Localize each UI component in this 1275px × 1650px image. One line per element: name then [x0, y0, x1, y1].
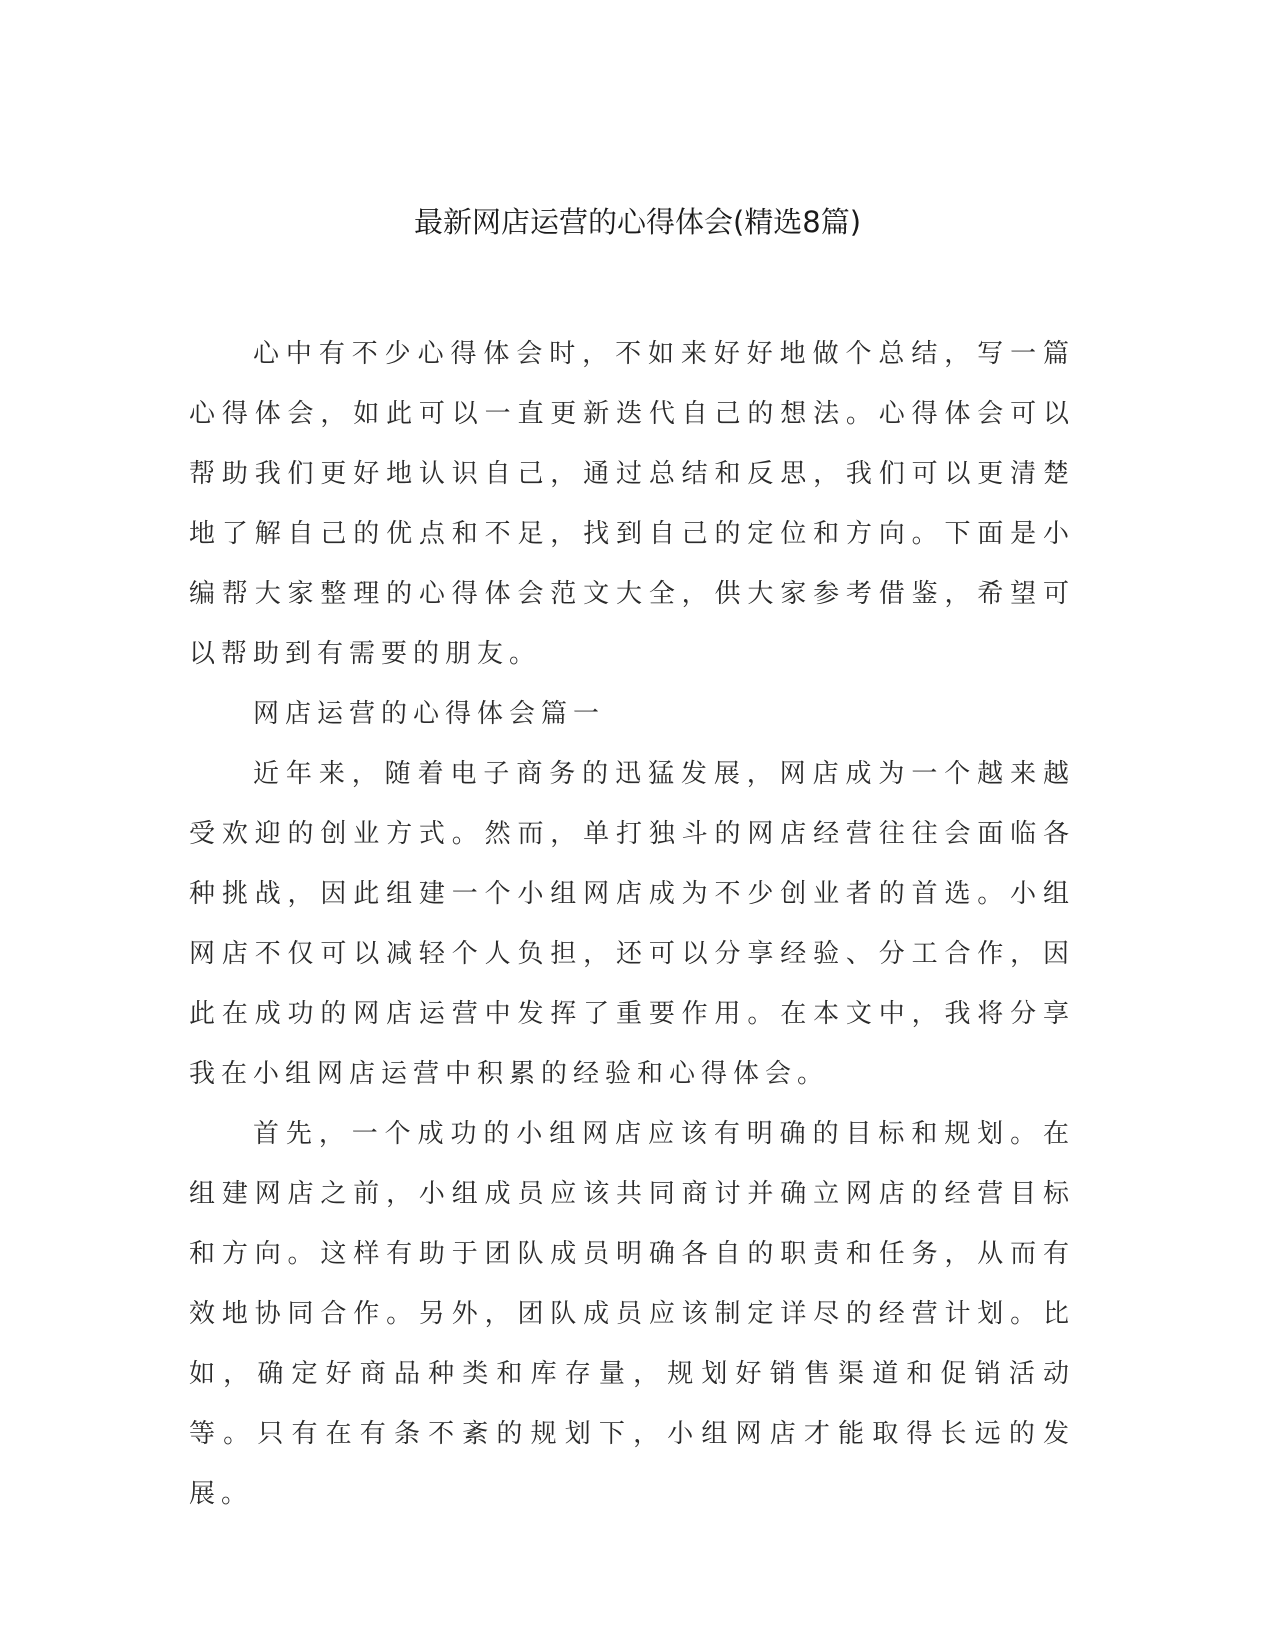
section-heading: 网店运营的心得体会篇一	[253, 699, 606, 729]
document-title: 最新网店运营的心得体会(精选8篇)	[413, 205, 862, 239]
body-paragraph: 近年来，随着电子商务的迅猛发展，网店成为一个越来越受欢迎的创业方式。然而，单打独斗的网店经营往往会面临各种挑战，因此组建一个小组网店成为不少创业者的首选。小组网店不仅可以减轻个人负担，还可以分享经验、分工合作，因此在成功的网店运营中发挥了重要作用。在本文中，我将分享我在小组网店运营中积累的经验和心得体会。	[189, 759, 1075, 1089]
intro-paragraph: 心中有不少心得体会时，不如来好好地做个总结，写一篇心得体会，如此可以一直更新迭代自己的想法。心得体会可以帮助我们更好地认识自己，通过总结和反思，我们可以更清楚地了解自己的优点和不足，找到自己的定位和方向。下面是小编帮大家整理的心得体会范文大全，供大家参考借鉴，希望可以帮助到有需要的朋友。	[189, 339, 1075, 669]
body-paragraph: 首先，一个成功的小组网店应该有明确的目标和规划。在组建网店之前，小组成员应该共同商讨并确立网店的经营目标和方向。这样有助于团队成员明确各自的职责和任务，从而有效地协同合作。另外，团队成员应该制定详尽的经营计划。比如，确定好商品种类和库存量，规划好销售渠道和促销活动等。只有在有条不紊的规划下，小组网店才能取得长远的发展。	[189, 1119, 1075, 1509]
document-body	[189, 324, 1075, 1524]
